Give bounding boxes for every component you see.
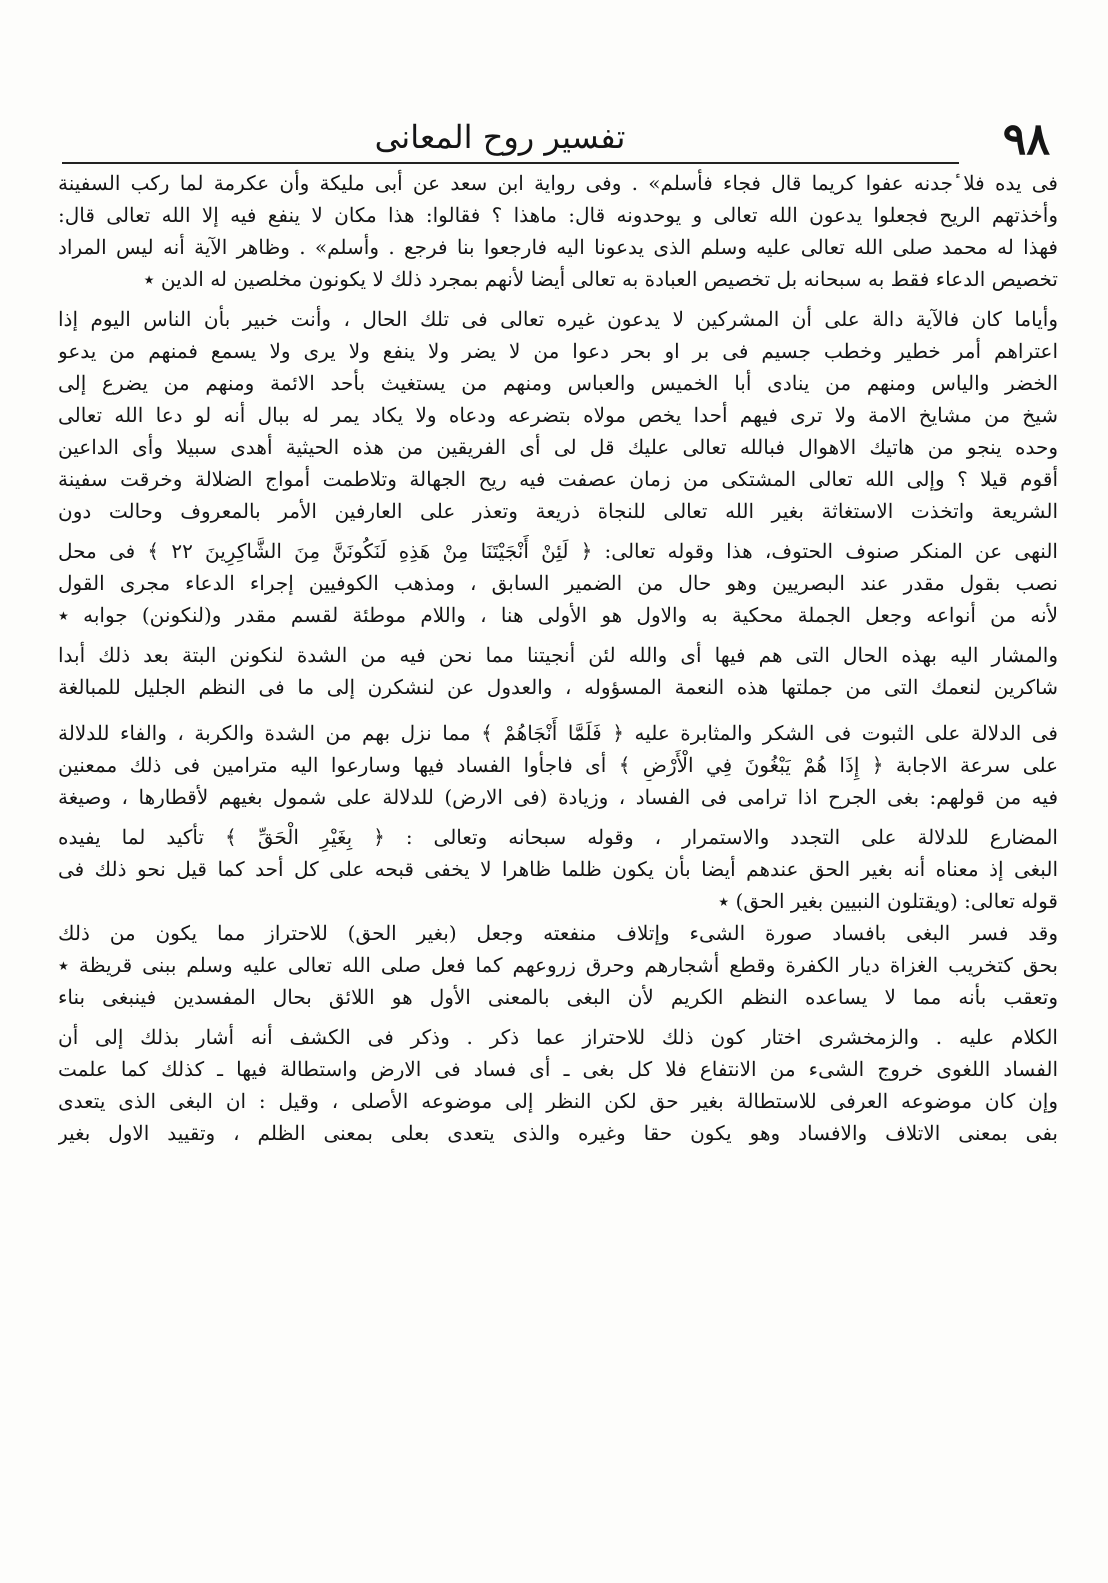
text-line: نصب بقول مقدر عند البصريين وهو حال من الضمير السابق ، ومذهب الكوفيين إجراء الدعاء مجرى القول (58, 571, 1058, 595)
text-line: وتعقب بأنه مما لا يساعده النظم الكريم لأن البغى بالمعنى الأول هو اللائق بحال المفسدين فينبغى بناء (58, 985, 1058, 1009)
text-line: فهذا له محمد صلى الله تعالى عليه وسلم الذى يدعونا اليه فارجعوا بنا فرجع . وأسلم» . وظاهر الآية أنه ليس المراد (58, 235, 1058, 259)
text-line: البغى إذ معناه أنه بغير الحق عندهم أيضا بأن يكون ظلما ظاهرا لا يخفى قبحه على كل أحد كما قيل نحو ذلك فى (58, 857, 1058, 881)
text-line: وأخذتهم الريح فجعلوا يدعون الله تعالى و يوحدونه قال: ماهذا ؟ فقالوا: هذا مكان لا ينفع فيه إلا الله تعالى قال: (58, 203, 1058, 227)
header-rule (62, 162, 959, 164)
text-line: بحق كتخريب الغزاة ديار الكفرة وقطع أشجارهم وحرق زروعهم كما فعل صلى الله تعالى عليه وسلم ببنى قريظة ٭ (58, 953, 1058, 977)
text-line: بفى بمعنى الاتلاف والافساد وهو يكون حقا وغيره والذى يتعدى بعلى بمعنى الظلم ، وتقييد الاول بغير (58, 1121, 1058, 1145)
text-line: وأياما كان فالآية دالة على أن المشركين لا يدعون غيره تعالى فى تلك الحال ، وأنت خبير بأن الناس اليوم إذا (58, 307, 1058, 331)
body-text (58, 167, 1058, 1149)
text-line: الكلام عليه . والزمخشرى اختار كون ذلك للاحتراز عما ذكر . وذكر فى الكشف أنه أشار بذلك إلى أن (58, 1025, 1058, 1049)
text-line: الفساد اللغوى خروج الشىء من الانتفاع فلا كل بغى ـ أى فساد فى الارض واستطالة فيها ـ كذلك كما علمت (58, 1057, 1058, 1081)
text-line: فى الدلالة على الثبوت فى الشكر والمثابرة عليه ﴿ فَلَمَّا أَنْجَاهُمْ ﴾ مما نزل بهم من الشدة والكربة ، والفاء للدلالة (58, 721, 1058, 745)
text-line: النهى عن المنكر صنوف الحتوف، هذا وقوله تعالى: ﴿ لَئِنْ أَنْجَيْتَنَا مِنْ هَذِهِ لَنَكُونَنَّ مِنَ الشَّاكِرِينَ ٢٢ ﴾ فى محل (58, 539, 1058, 563)
text-line: والمشار اليه بهذه الحال التى هم فيها أى والله لئن أنجيتنا مما نحن فيه من الشدة لنكونن البتة بعد ذلك أبدا (58, 643, 1058, 667)
page-number: ٩٨ (1002, 114, 1050, 165)
text-line: تخصيص الدعاء فقط به سبحانه بل تخصيص العبادة به تعالى أيضا لأنهم بمجرد ذلك لا يكونون مخلصين له الدين ٭ (143, 267, 1058, 291)
text-line: اعتراهم أمر خطير وخطب جسيم فى بر او بحر دعوا من لا يضر ولا ينفع ولا يرى ولا يسمع فمنهم من يدعو (58, 339, 1058, 363)
text-line: وقد فسر البغى بافساد صورة الشىء وإتلاف منفعته وجعل (بغير الحق) للاحتراز مما يكون من ذلك (58, 921, 1058, 945)
text-line: فى يده فلا ٔجدنه عفوا كريما قال فجاء فأسلم» . وفى رواية ابن سعد عن أبى مليكة وأن عكرمة لما ركب السفينة (58, 171, 1058, 195)
text-line: الخضر والياس ومنهم من ينادى أبا الخميس والعباس ومنهم من يستغيث بأحد الائمة ومنهم من يضرع إلى (58, 371, 1058, 395)
running-title: تفسير روح المعانى (374, 118, 626, 156)
text-line: الشريعة واتخذت الاستغاثة بغير الله تعالى للنجاة ذريعة وتعذر على العارفين الأمر بالمعروف وحالت دون (58, 499, 1058, 523)
text-line: لأنه من أنواعه وجعل الجملة محكية به والاول هو الأولى هنا ، واللام موطئة لقسم مقدر و(لنكونن) جوابه ٭ (58, 603, 1058, 627)
text-line: وإن كان موضوعه العرفى للاستطالة بغير حق لكن النظر إلى موضوعه الأصلى ، وقيل : ان البغى الذى يتعدى (58, 1089, 1058, 1113)
text-line: فيه من قولهم: بغى الجرح اذا ترامى فى الفساد ، وزيادة (فى الارض) للدلالة على شمول بغيهم لأقطارها ، وصيغة (58, 785, 1058, 809)
text-line: قوله تعالى: (ويقتلون النبيين بغير الحق) ٭ (718, 889, 1058, 913)
text-line: وحده ينجو من هاتيك الاهوال فبالله تعالى عليك قل لى أى الفريقين من هذه الحيثية أهدى سبيلا وأى الداعين (58, 435, 1058, 459)
text-line: شاكرين لنعمك التى من جملتها هذه النعمة المسؤوله ، والعدول عن لنشكرن إلى ما فى النظم الجليل للمبالغة (58, 675, 1058, 699)
text-line: أقوم قيلا ؟ وإلى الله تعالى المشتكى من زمان عصفت فيه ريح الجهالة وتلاطمت أمواج الضلالة وخرقت سفينة (58, 467, 1058, 491)
text-line: على سرعة الاجابة ﴿ إِذَا هُمْ يَبْغُونَ فِي الْأَرْضِ ﴾ أى فاجأوا الفساد فيها وسارعوا اليه مترامين فى ذلك ممعنين (58, 753, 1058, 777)
text-line: شيخ من مشايخ الامة ولا ترى فيهم أحدا يخص مولاه بتضرعه ودعاه ولا يكاد يمر له ببال أنه لو دعا الله تعالى (58, 403, 1058, 427)
text-line: المضارع للدلالة على التجدد والاستمرار ، وقوله سبحانه وتعالى : ﴿ بِغَيْرِ الْحَقِّ ﴾ تأكيد لما يفيده (58, 825, 1058, 849)
